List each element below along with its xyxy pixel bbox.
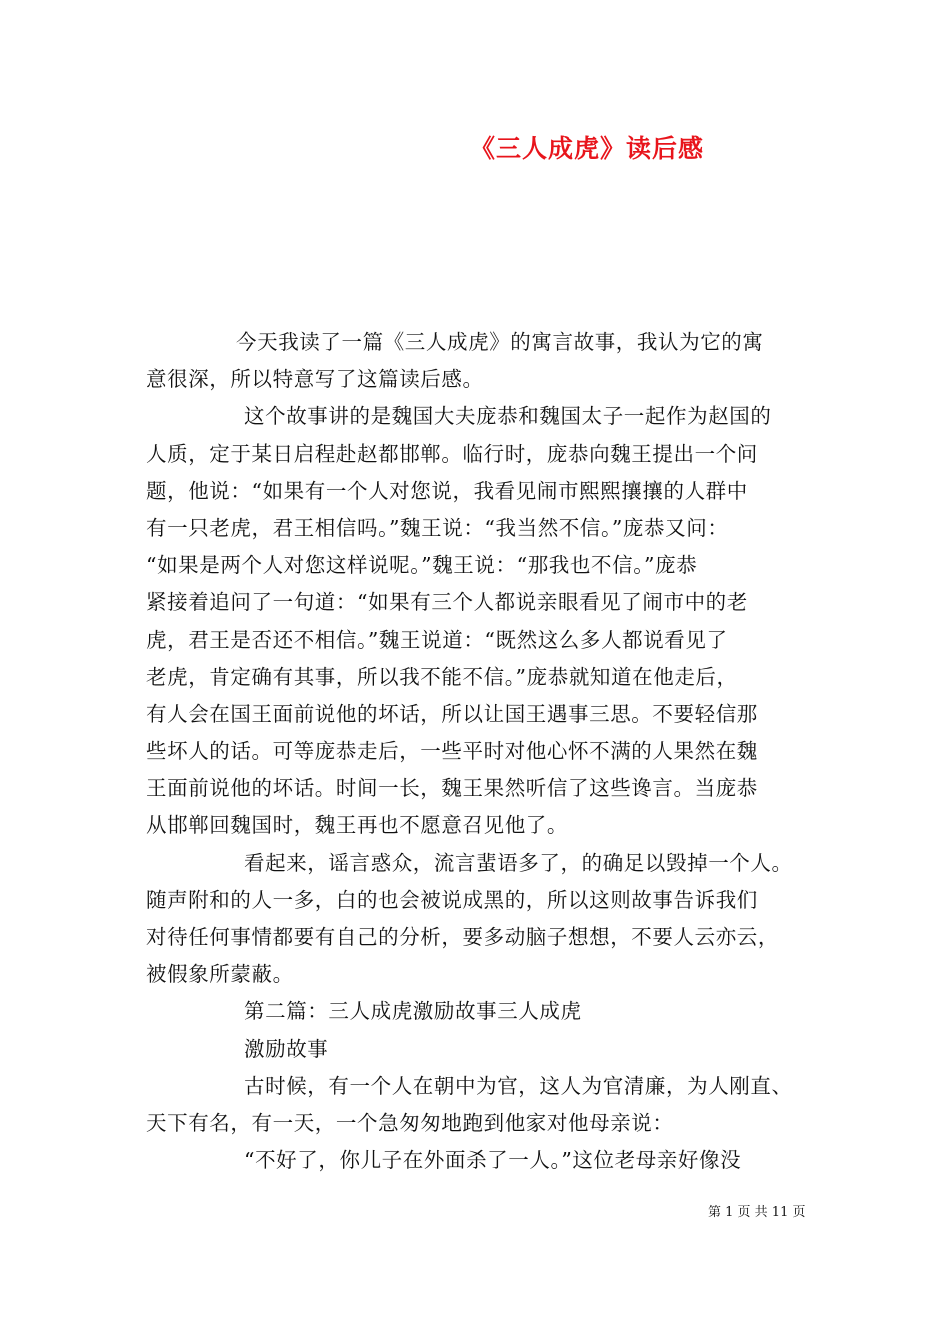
body-line: 第二篇：三人成虎激励故事三人成虎 (244, 999, 582, 1024)
body-line: 激励故事 (244, 1036, 329, 1061)
body-line: 紧接着追问了一句道：“如果有三个人都说亲眼看见了闹市中的老 (146, 590, 748, 615)
body-line: 题，他说：“如果有一个人对您说，我看见闹市熙熙攘攘的人群中 (146, 478, 748, 503)
body-line: 天下有名，有一天，一个急匆匆地跑到他家对他母亲说： (146, 1110, 674, 1135)
body-line: 王面前说他的坏话。时间一长，魏王果然听信了这些谗言。当庞恭 (146, 776, 758, 801)
body-line: “如果是两个人对您这样说呢。”魏王说：“那我也不信。”庞恭 (146, 553, 698, 578)
document-title: 《三人成虎》读后感 (470, 134, 705, 163)
body-line: 些坏人的话。可等庞恭走后，一些平时对他心怀不满的人果然在魏 (146, 739, 758, 764)
body-line: 对待任何事情都要有自己的分析，要多动脑子想想，不要人云亦云， (146, 925, 779, 949)
body-line: 有人会在国王面前说他的坏话，所以让国王遇事三思。不要轻信那 (146, 701, 758, 726)
body-line: 人质，定于某日启程赴赵都邯郸。临行时，庞恭向魏王提出一个问 (146, 441, 758, 466)
body-line: 有一只老虎，君王相信吗。”魏王说：“我当然不信。”庞恭又问： (146, 515, 729, 540)
body-line: 看起来，谣言惑众，流言蜚语多了，的确足以毁掉一个人。 (244, 850, 793, 875)
body-line: 这个故事讲的是魏国大夫庞恭和魏国太子一起作为赵国的 (244, 404, 772, 429)
body-line: 从邯郸回魏国时，魏王再也不愿意召见他了。 (146, 813, 568, 838)
body-line: 随声附和的人一多，白的也会被说成黑的，所以这则故事告诉我们 (146, 887, 758, 912)
body-line: 虎，君王是否还不相信。”魏王说道：“既然这么多人都说看见了 (146, 627, 728, 652)
body-line: “不好了，你儿子在外面杀了一人。”这位老母亲好像没 (244, 1148, 742, 1173)
body-line: 被假象所蒙蔽。 (146, 962, 294, 987)
page-footer: 第 1 页 共 11 页 (708, 1205, 806, 1220)
body-line: 老虎，肯定确有其事，所以我不能不信。”庞恭就知道在他走后， (146, 664, 738, 689)
document-body (146, 324, 811, 1179)
body-line: 今天我读了一篇《三人成虎》的寓言故事，我认为它的寓 (236, 330, 764, 354)
body-line: 意很深，所以特意写了这篇读后感。 (146, 367, 484, 392)
body-line: 古时候，有一个人在朝中为官，这人为官清廉，为人刚直、 (244, 1073, 793, 1098)
